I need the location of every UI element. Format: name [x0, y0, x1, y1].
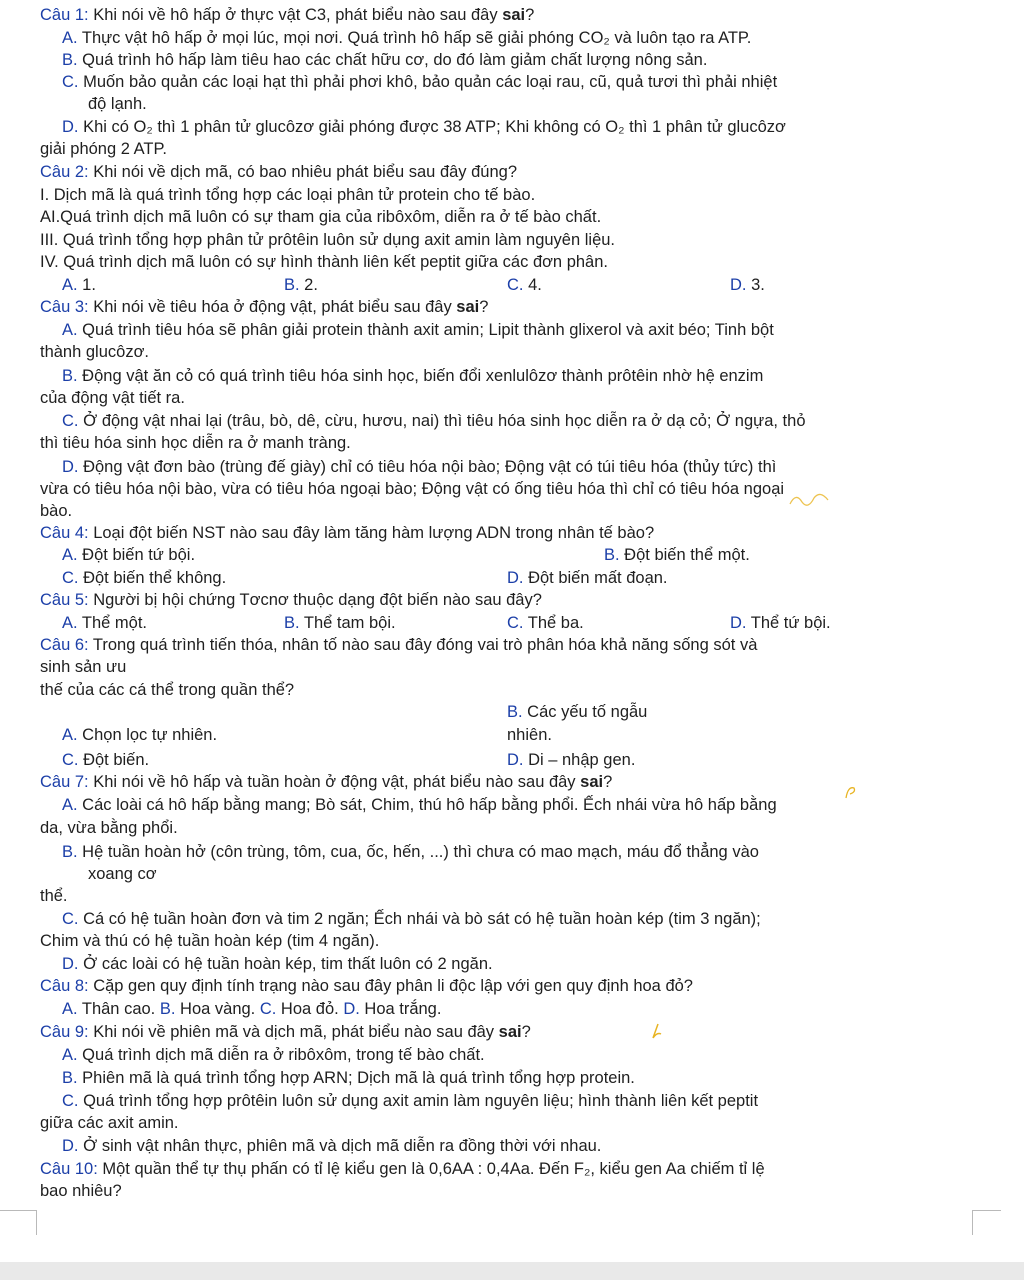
answer-option: A. 1.: [62, 276, 96, 294]
answer-option: D. Khi có O₂ thì 1 phân tử glucôzơ giải phóng được 38 ATP; Khi không có O₂ thì 1 phân tử glucôzơ: [62, 118, 786, 136]
question-label: Câu 2:: [40, 163, 89, 181]
question-2-stem: Câu 2: Khi nói về dịch mã, có bao nhiêu phát biểu sau đây đúng?: [40, 163, 518, 181]
question-stem-continued: bao nhiêu?: [40, 1182, 122, 1200]
answer-option-continued: nhiên.: [507, 726, 552, 744]
handwritten-mark-icon: [842, 784, 858, 802]
answer-option: B. Quá trình hô hấp làm tiêu hao các chất hữu cơ, do đó làm giảm chất lượng nông sản.: [62, 51, 708, 69]
answer-option: C. Muốn bảo quản các loại hạt thì phải phơi khô, bảo quản các loại rau, cũ, quả tươi thì phải nhiệt: [62, 73, 778, 91]
statement: I. Dịch mã là quá trình tổng hợp các loại phân tử protein cho tế bào.: [40, 186, 536, 204]
question-label: Câu 8:: [40, 977, 89, 995]
question-label: Câu 10:: [40, 1160, 98, 1178]
answer-option-continued: giải phóng 2 ATP.: [40, 140, 167, 158]
answer-option: D. Ở các loài có hệ tuần hoàn kép, tim thất luôn có 2 ngăn.: [62, 955, 493, 973]
answer-option: A. Đột biến tứ bội.: [62, 546, 196, 564]
answer-option: A. Các loài cá hô hấp bằng mang; Bò sát, Chim, thú hô hấp bằng phổi. Ếch nhái vừa hô hấp bằng: [62, 796, 777, 814]
answer-option-continued: giữa các axit amin.: [40, 1114, 179, 1132]
question-10-stem: Câu 10: Một quần thể tự thụ phấn có tỉ lệ kiểu gen là 0,6AA : 0,4Aa. Đến F₂, kiểu gen Aa chiếm tỉ lệ: [40, 1160, 765, 1178]
question-6-stem: Câu 6: Trong quá trình tiến thóa, nhân tố nào sau đây đóng vai trò phân hóa khả năng sống sót và: [40, 636, 758, 654]
page-corner-mark: [972, 1210, 1001, 1235]
answer-option-continued: thành glucôzơ.: [40, 343, 149, 361]
question-7-stem: Câu 7: Khi nói về hô hấp và tuần hoàn ở động vật, phát biểu nào sau đây sai?: [40, 773, 613, 791]
statement: AI.Quá trình dịch mã luôn có sự tham gia của ribôxôm, diễn ra ở tế bào chất.: [40, 208, 602, 226]
statement: IV. Quá trình dịch mã luôn có sự hình thành liên kết peptit giữa các đơn phân.: [40, 253, 608, 271]
answer-option-continued: vừa có tiêu hóa nội bào, vừa có tiêu hóa ngoại bào; Động vật có ống tiêu hóa thì chỉ có tiêu hóa ngoại: [40, 480, 785, 498]
bottom-strip: [0, 1262, 1024, 1280]
question-5-stem: Câu 5: Người bị hội chứng Tơcnơ thuộc dạng đột biến nào sau đây?: [40, 591, 542, 609]
answer-option: C. 4.: [507, 276, 542, 294]
answer-option: B. 2.: [284, 276, 318, 294]
question-4-stem: Câu 4: Loại đột biến NST nào sau đây làm tăng hàm lượng ADN trong nhân tế bào?: [40, 524, 655, 542]
answer-option: D. Động vật đơn bào (trùng đế giày) chỉ có tiêu hóa nội bào; Động vật có túi tiêu hóa (thủy tức) thì: [62, 458, 777, 476]
answer-option: B. Phiên mã là quá trình tổng hợp ARN; Dịch mã là quá trình tổng hợp protein.: [62, 1069, 635, 1087]
answer-option-continued: Chim và thú có hệ tuần hoàn kép (tim 4 ngăn).: [40, 932, 380, 950]
answer-option: D. Ở sinh vật nhân thực, phiên mã và dịch mã diễn ra đồng thời với nhau.: [62, 1137, 602, 1155]
question-3-stem: Câu 3: Khi nói về tiêu hóa ở động vật, phát biểu sau đây sai?: [40, 298, 489, 316]
answer-option: D. Thể tứ bội.: [730, 614, 831, 632]
answer-option: A. Chọn lọc tự nhiên.: [62, 726, 218, 744]
answer-option: B. Các yếu tố ngẫu: [507, 703, 648, 721]
answer-option: A. Thực vật hô hấp ở mọi lúc, mọi nơi. Quá trình hô hấp sẽ giải phóng CO₂ và luôn tạo ra ATP.: [62, 29, 752, 47]
answer-option: B. Đột biến thể một.: [604, 546, 750, 564]
answer-option: B. Hệ tuần hoàn hở (côn trùng, tôm, cua, ốc, hến, ...) thì chưa có mao mạch, máu đổ thẳng vào: [62, 843, 759, 861]
answer-option-continued: da, vừa bằng phổi.: [40, 819, 178, 837]
answer-option: A. Quá trình dịch mã diễn ra ở ribôxôm, trong tế bào chất.: [62, 1046, 485, 1064]
question-label: Câu 5:: [40, 591, 89, 609]
answer-option-continued: thì tiêu hóa sinh học diễn ra ở manh tràng.: [40, 434, 351, 452]
question-label: Câu 1:: [40, 6, 89, 24]
answer-option: C. Thể ba.: [507, 614, 584, 632]
answer-option-continued: độ lạnh.: [88, 95, 147, 113]
answer-option: C. Quá trình tổng hợp prôtêin luôn sử dụng axit amin làm nguyên liệu; hình thành liên kết peptit: [62, 1092, 759, 1110]
answer-option: B. Thể tam bội.: [284, 614, 396, 632]
answer-option: B. Động vật ăn cỏ có quá trình tiêu hóa sinh học, biến đổi xenlulôzơ thành prôtêin nhờ hệ enzim: [62, 367, 764, 385]
answer-option-continued: thể.: [40, 887, 68, 905]
answer-option: D. Di – nhập gen.: [507, 751, 636, 769]
question-8-stem: Câu 8: Cặp gen quy định tính trạng nào sau đây phân li độc lập với gen quy định hoa đỏ?: [40, 977, 693, 995]
answer-option: A. Thể một.: [62, 614, 147, 632]
answer-option: C. Đột biến thể không.: [62, 569, 227, 587]
answer-option: C. Đột biến.: [62, 751, 150, 769]
handwritten-mark-icon: [786, 486, 832, 512]
question-label: Câu 3:: [40, 298, 89, 316]
question-stem-continued: thế của các cá thể trong quần thể?: [40, 681, 295, 699]
answer-options-row: A. Thân cao. B. Hoa vàng. C. Hoa đỏ. D. Hoa trắng.: [62, 1000, 442, 1018]
question-label: Câu 4:: [40, 524, 89, 542]
statement: III. Quá trình tổng hợp phân tử prôtêin luôn sử dụng axit amin làm nguyên liệu.: [40, 231, 616, 249]
question-label: Câu 9:: [40, 1023, 89, 1041]
handwritten-mark-icon: [648, 1022, 664, 1042]
page-corner-mark: [0, 1210, 37, 1235]
question-label: Câu 6:: [40, 636, 89, 654]
answer-option: D. Đột biến mất đoạn.: [507, 569, 668, 587]
answer-option-continued: bào.: [40, 502, 73, 520]
answer-option: C. Ở động vật nhai lại (trâu, bò, dê, cừu, hươu, nai) thì tiêu hóa sinh học diễn ra ở dạ cỏ; Ở ngựa, thỏ: [62, 412, 806, 430]
question-label: Câu 7:: [40, 773, 89, 791]
answer-option-continued: của động vật tiết ra.: [40, 389, 185, 407]
answer-option: D. 3.: [730, 276, 765, 294]
question-1-stem: Câu 1: Khi nói về hô hấp ở thực vật C3, phát biểu nào sau đây sai?: [40, 6, 535, 24]
answer-option-continued: xoang cơ: [88, 865, 157, 883]
question-9-stem: Câu 9: Khi nói về phiên mã và dịch mã, phát biểu nào sau đây sai?: [40, 1023, 531, 1041]
question-stem-continued: sinh sản ưu: [40, 658, 127, 676]
answer-option: A. Quá trình tiêu hóa sẽ phân giải protein thành axit amin; Lipit thành glixerol và axit béo; Tinh bột: [62, 321, 774, 339]
answer-option: C. Cá có hệ tuần hoàn đơn và tim 2 ngăn; Ếch nhái và bò sát có hệ tuần hoàn kép (tim 3 ngăn);: [62, 910, 761, 928]
